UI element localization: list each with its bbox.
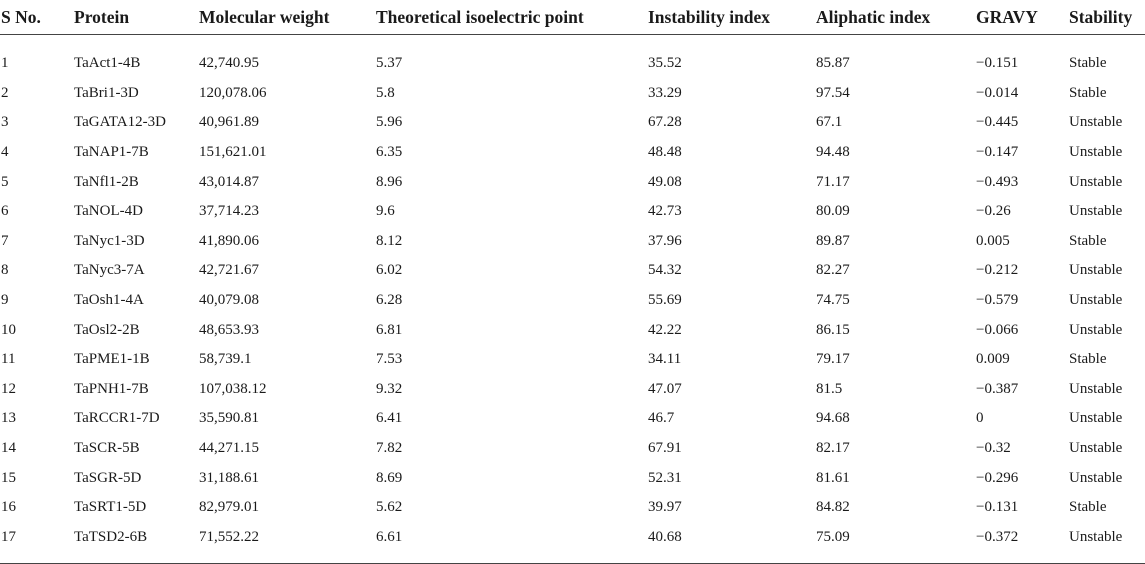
cell-isoelectric-point: 5.62: [376, 499, 403, 516]
cell-aliphatic-index: 94.68: [816, 410, 850, 427]
cell-molecular-weight: 71,552.22: [199, 528, 259, 545]
cell-protein: TaPNH1-7B: [74, 380, 149, 397]
cell-gravy: −0.493: [976, 173, 1019, 190]
cell-gravy: −0.32: [976, 440, 1011, 457]
cell-s-no: 2: [1, 84, 9, 101]
cell-s-no: 17: [1, 528, 16, 545]
cell-s-no: 6: [1, 203, 9, 220]
cell-instability-index: 37.96: [648, 232, 682, 249]
cell-stability: Unstable: [1069, 410, 1123, 427]
cell-protein: TaSRT1-5D: [74, 499, 147, 516]
cell-instability-index: 33.29: [648, 84, 682, 101]
table-row: [0, 256, 1145, 286]
cell-protein: TaSGR-5D: [74, 469, 142, 486]
table-row: [0, 375, 1145, 405]
cell-aliphatic-index: 84.82: [816, 499, 850, 516]
cell-molecular-weight: 44,271.15: [199, 440, 259, 457]
cell-instability-index: 67.91: [648, 440, 682, 457]
header-s-no: S No.: [0, 0, 74, 35]
cell-protein: TaSCR-5B: [74, 440, 140, 457]
cell-molecular-weight: 107,038.12: [199, 380, 267, 397]
cell-instability-index: 47.07: [648, 380, 682, 397]
cell-s-no: 10: [1, 321, 16, 338]
table-row: [0, 108, 1145, 138]
cell-protein: TaOsl2-2B: [74, 321, 140, 338]
cell-protein: TaNyc1-3D: [74, 232, 145, 249]
header-instability-index: Instability index: [648, 0, 816, 35]
cell-protein: TaAct1-4B: [74, 55, 141, 72]
table-row: [0, 345, 1145, 375]
cell-stability: Unstable: [1069, 469, 1123, 486]
cell-instability-index: 67.28: [648, 114, 682, 131]
cell-protein: TaPME1-1B: [74, 351, 150, 368]
table-row: [0, 404, 1145, 434]
cell-gravy: 0.005: [976, 232, 1010, 249]
cell-aliphatic-index: 67.1: [816, 114, 843, 131]
cell-isoelectric-point: 9.6: [376, 203, 395, 220]
cell-isoelectric-point: 8.12: [376, 232, 403, 249]
cell-s-no: 1: [1, 55, 9, 72]
cell-protein: TaOsh1-4A: [74, 292, 144, 309]
cell-aliphatic-index: 71.17: [816, 173, 850, 190]
cell-aliphatic-index: 82.17: [816, 440, 850, 457]
cell-isoelectric-point: 8.69: [376, 469, 403, 486]
header-molecular-weight: Molecular weight: [199, 0, 376, 35]
cell-s-no: 11: [1, 351, 16, 368]
cell-isoelectric-point: 6.61: [376, 528, 403, 545]
table-row: [0, 49, 1145, 79]
cell-protein: TaRCCR1-7D: [74, 410, 160, 427]
table-row: [0, 286, 1145, 316]
cell-gravy: −0.014: [976, 84, 1019, 101]
cell-stability: Stable: [1069, 84, 1107, 101]
cell-aliphatic-index: 80.09: [816, 203, 850, 220]
spacer-cell: [0, 35, 1145, 50]
cell-protein: TaNfl1-2B: [74, 173, 139, 190]
cell-stability: Stable: [1069, 232, 1107, 249]
cell-isoelectric-point: 6.35: [376, 144, 403, 161]
cell-gravy: 0.009: [976, 351, 1010, 368]
cell-stability: Unstable: [1069, 321, 1123, 338]
cell-stability: Unstable: [1069, 440, 1123, 457]
cell-instability-index: 49.08: [648, 173, 682, 190]
table-row: [0, 493, 1145, 523]
header-isoelectric-point: Theoretical isoelectric point: [376, 0, 648, 35]
cell-isoelectric-point: 6.02: [376, 262, 403, 279]
cell-gravy: −0.26: [976, 203, 1011, 220]
cell-gravy: −0.131: [976, 499, 1019, 516]
cell-stability: Unstable: [1069, 203, 1123, 220]
cell-aliphatic-index: 85.87: [816, 55, 850, 72]
cell-stability: Unstable: [1069, 173, 1123, 190]
cell-molecular-weight: 48,653.93: [199, 321, 259, 338]
cell-instability-index: 52.31: [648, 469, 682, 486]
table-header: [0, 0, 1145, 35]
cell-molecular-weight: 31,188.61: [199, 469, 259, 486]
cell-molecular-weight: 40,961.89: [199, 114, 259, 131]
header-stability: Stability: [1069, 0, 1145, 35]
cell-aliphatic-index: 74.75: [816, 292, 850, 309]
cell-isoelectric-point: 6.81: [376, 321, 403, 338]
table-row: [0, 315, 1145, 345]
cell-instability-index: 46.7: [648, 410, 675, 427]
cell-gravy: −0.445: [976, 114, 1019, 131]
cell-s-no: 3: [1, 114, 9, 131]
table-row: [0, 434, 1145, 464]
cell-aliphatic-index: 82.27: [816, 262, 850, 279]
cell-molecular-weight: 43,014.87: [199, 173, 259, 190]
cell-aliphatic-index: 89.87: [816, 232, 850, 249]
cell-instability-index: 39.97: [648, 499, 682, 516]
table-row: [0, 138, 1145, 168]
cell-s-no: 15: [1, 469, 16, 486]
cell-molecular-weight: 82,979.01: [199, 499, 259, 516]
cell-gravy: −0.296: [976, 469, 1019, 486]
cell-instability-index: 48.48: [648, 144, 682, 161]
cell-isoelectric-point: 8.96: [376, 173, 403, 190]
cell-protein: TaNAP1-7B: [74, 144, 149, 161]
cell-protein: TaTSD2-6B: [74, 528, 148, 545]
cell-s-no: 12: [1, 380, 16, 397]
cell-isoelectric-point: 5.96: [376, 114, 403, 131]
table-row: [0, 79, 1145, 109]
cell-protein: TaBri1-3D: [74, 84, 139, 101]
cell-instability-index: 42.73: [648, 203, 682, 220]
cell-stability: Unstable: [1069, 528, 1123, 545]
cell-stability: Stable: [1069, 499, 1107, 516]
table-row: [0, 167, 1145, 197]
cell-gravy: −0.212: [976, 262, 1019, 279]
cell-molecular-weight: 58,739.1: [199, 351, 252, 368]
cell-isoelectric-point: 5.8: [376, 84, 395, 101]
cell-gravy: −0.387: [976, 380, 1019, 397]
cell-protein: TaNyc3-7A: [74, 262, 145, 279]
cell-aliphatic-index: 86.15: [816, 321, 850, 338]
cell-instability-index: 34.11: [648, 351, 682, 368]
cell-gravy: −0.147: [976, 144, 1019, 161]
cell-molecular-weight: 37,714.23: [199, 203, 259, 220]
cell-instability-index: 55.69: [648, 292, 682, 309]
header-protein: Protein: [74, 0, 199, 35]
cell-gravy: 0: [976, 410, 984, 427]
cell-isoelectric-point: 7.82: [376, 440, 403, 457]
cell-molecular-weight: 120,078.06: [199, 84, 267, 101]
cell-stability: Stable: [1069, 351, 1107, 368]
header-row: [0, 0, 1145, 35]
cell-s-no: 8: [1, 262, 9, 279]
table-row: [0, 463, 1145, 493]
table-bottom-padding: [0, 552, 1145, 564]
cell-molecular-weight: 40,079.08: [199, 292, 259, 309]
table-row: [0, 197, 1145, 227]
cell-gravy: −0.066: [976, 321, 1019, 338]
cell-stability: Stable: [1069, 55, 1107, 72]
cell-molecular-weight: 42,740.95: [199, 55, 259, 72]
cell-molecular-weight: 151,621.01: [199, 144, 267, 161]
cell-aliphatic-index: 94.48: [816, 144, 850, 161]
cell-protein: TaGATA12-3D: [74, 114, 166, 131]
cell-s-no: 5: [1, 173, 9, 190]
cell-aliphatic-index: 75.09: [816, 528, 850, 545]
cell-stability: Unstable: [1069, 292, 1123, 309]
cell-s-no: 13: [1, 410, 16, 427]
cell-molecular-weight: 42,721.67: [199, 262, 259, 279]
cell-instability-index: 35.52: [648, 55, 682, 72]
cell-isoelectric-point: 7.53: [376, 351, 403, 368]
cell-instability-index: 54.32: [648, 262, 682, 279]
cell-isoelectric-point: 6.28: [376, 292, 403, 309]
cell-aliphatic-index: 81.5: [816, 380, 843, 397]
cell-stability: Unstable: [1069, 114, 1123, 131]
cell-s-no: 9: [1, 292, 9, 309]
table-row: [0, 523, 1145, 553]
cell-molecular-weight: 35,590.81: [199, 410, 259, 427]
cell-isoelectric-point: 6.41: [376, 410, 403, 427]
cell-protein: TaNOL-4D: [74, 203, 143, 220]
cell-aliphatic-index: 97.54: [816, 84, 850, 101]
cell-isoelectric-point: 9.32: [376, 380, 403, 397]
cell-s-no: 4: [1, 144, 9, 161]
cell-stability: Unstable: [1069, 380, 1123, 397]
cell-instability-index: 42.22: [648, 321, 682, 338]
cell-gravy: −0.151: [976, 55, 1019, 72]
cell-instability-index: 40.68: [648, 528, 682, 545]
cell-gravy: −0.372: [976, 528, 1019, 545]
cell-aliphatic-index: 81.61: [816, 469, 850, 486]
cell-s-no: 14: [1, 440, 16, 457]
header-aliphatic-index: Aliphatic index: [816, 0, 976, 35]
table-body: [0, 35, 1145, 564]
cell-isoelectric-point: 5.37: [376, 55, 403, 72]
cell-s-no: 16: [1, 499, 16, 516]
cell-molecular-weight: 41,890.06: [199, 232, 259, 249]
cell-stability: Unstable: [1069, 144, 1123, 161]
cell-s-no: 7: [1, 232, 9, 249]
cell-gravy: −0.579: [976, 292, 1019, 309]
table-row: [0, 227, 1145, 257]
header-gravy: GRAVY: [976, 0, 1069, 35]
cell-stability: Unstable: [1069, 262, 1123, 279]
table-spacer: [0, 35, 1145, 50]
bottom-padding-cell: [0, 552, 1145, 564]
cell-aliphatic-index: 79.17: [816, 351, 850, 368]
